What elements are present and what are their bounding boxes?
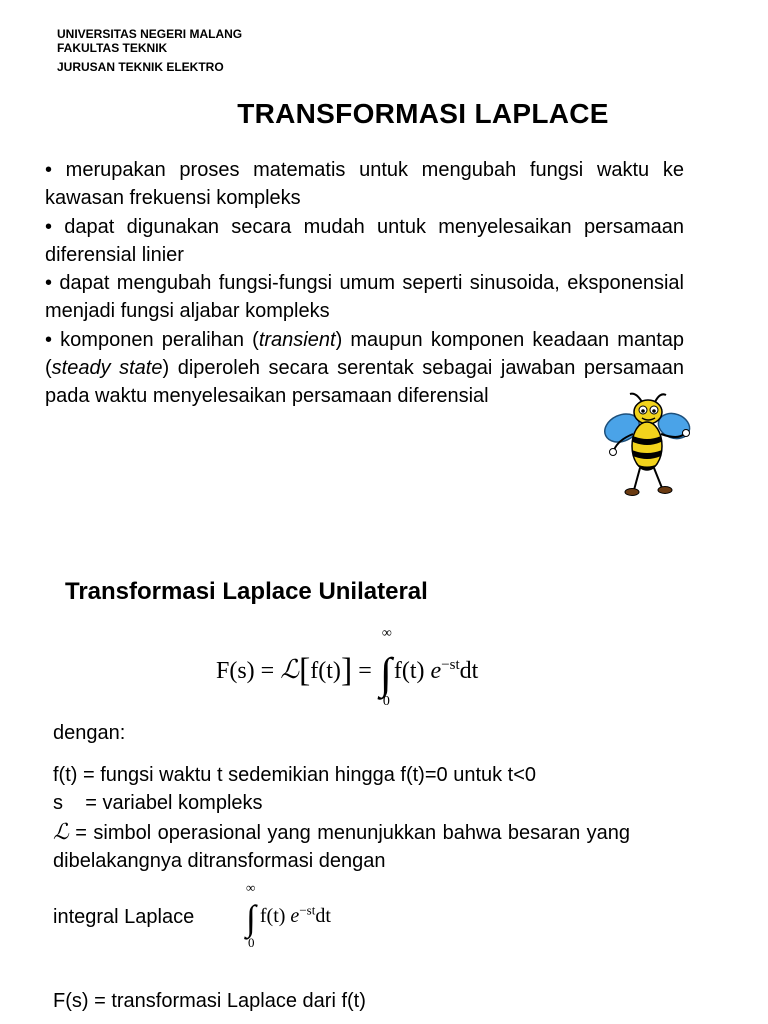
integral-2-lower-limit: 0 <box>248 935 255 950</box>
definition-s: s = variabel kompleks <box>53 792 263 814</box>
formula-bracket-content: f(t) <box>310 658 341 684</box>
integral-lower-limit: 0 <box>382 694 390 709</box>
bullet-4-steady-state: steady state <box>51 357 163 380</box>
integral-laplace-label: integral Laplace <box>53 906 195 928</box>
integral-sign: ∫ ∞ 0 <box>379 626 392 709</box>
integral-laplace-formula <box>246 880 331 950</box>
bee-icon <box>600 390 695 500</box>
bullet-4 <box>45 326 684 411</box>
section-subtitle: Transformasi Laplace Unilateral <box>65 578 428 605</box>
definition-operator-text: = simbol operasional yang menunjukkan bahwa besaran yang dibelakangnya ditransformasi dengan <box>53 822 630 872</box>
formula-dt: dt <box>459 658 479 684</box>
laplace-operator-symbol: ℒ <box>280 655 299 685</box>
bullet-4-transient: transient <box>258 328 336 351</box>
definition-ft: f(t) = fungsi waktu t sedemikian hingga f(t)=0 untuk t<0 <box>53 764 537 786</box>
page-title: TRANSFORMASI LAPLACE <box>237 98 609 129</box>
integral-sign-2: ∫ ∞ 0 <box>246 880 256 950</box>
bullet-2: • dapat digunakan secara mudah untuk menyelesaikan persamaan diferensial linier <box>45 215 684 266</box>
bullet-4-part-a: • komponen peralihan ( <box>45 328 259 351</box>
bullet-4-part-c: ) diperoleh secara serentak sebagai jawaban persamaan pada waktu menyelesaikan persamaan diferensial <box>45 357 684 408</box>
integral-2-dt: dt <box>315 905 331 927</box>
header-university: UNIVERSITAS NEGERI MALANG <box>57 27 243 41</box>
right-bracket: ] <box>340 652 353 689</box>
integral-2-integrand: f(t) <box>259 905 291 927</box>
bullet-list <box>45 156 684 411</box>
integral-2-e: e <box>290 905 300 927</box>
formula-equals: = <box>352 658 378 684</box>
left-bracket: [ <box>298 652 311 689</box>
formula-exponent: −st <box>441 657 460 673</box>
bullet-3: • dapat mengubah fungsi-fungsi umum seperti sinusoida, eksponensial menjadi fungsi aljabar kompleks <box>45 272 684 323</box>
laplace-formula <box>216 626 479 709</box>
formula-integrand: f(t) <box>393 658 431 684</box>
header-department: JURUSAN TEKNIK ELEKTRO <box>57 60 224 74</box>
bullet-4-part-b: ) maupun komponen keadaan mantap ( <box>45 328 684 380</box>
integral-2-exponent: −st <box>299 902 316 918</box>
integral-upper-limit: ∞ <box>381 626 392 641</box>
formula-lhs: F(s) = <box>216 658 281 684</box>
definition-operator <box>53 819 630 875</box>
definition-Fs: F(s) = transformasi Laplace dari f(t) <box>53 990 366 1012</box>
laplace-symbol: ℒ <box>53 820 69 845</box>
integral-2-upper-limit: ∞ <box>246 880 256 895</box>
dengan-label: dengan: <box>53 722 126 744</box>
formula-e: e <box>430 658 442 684</box>
header-faculty: FAKULTAS TEKNIK <box>57 41 168 55</box>
bullet-1: • merupakan proses matematis untuk mengubah fungsi waktu ke kawasan frekuensi kompleks <box>45 159 684 210</box>
